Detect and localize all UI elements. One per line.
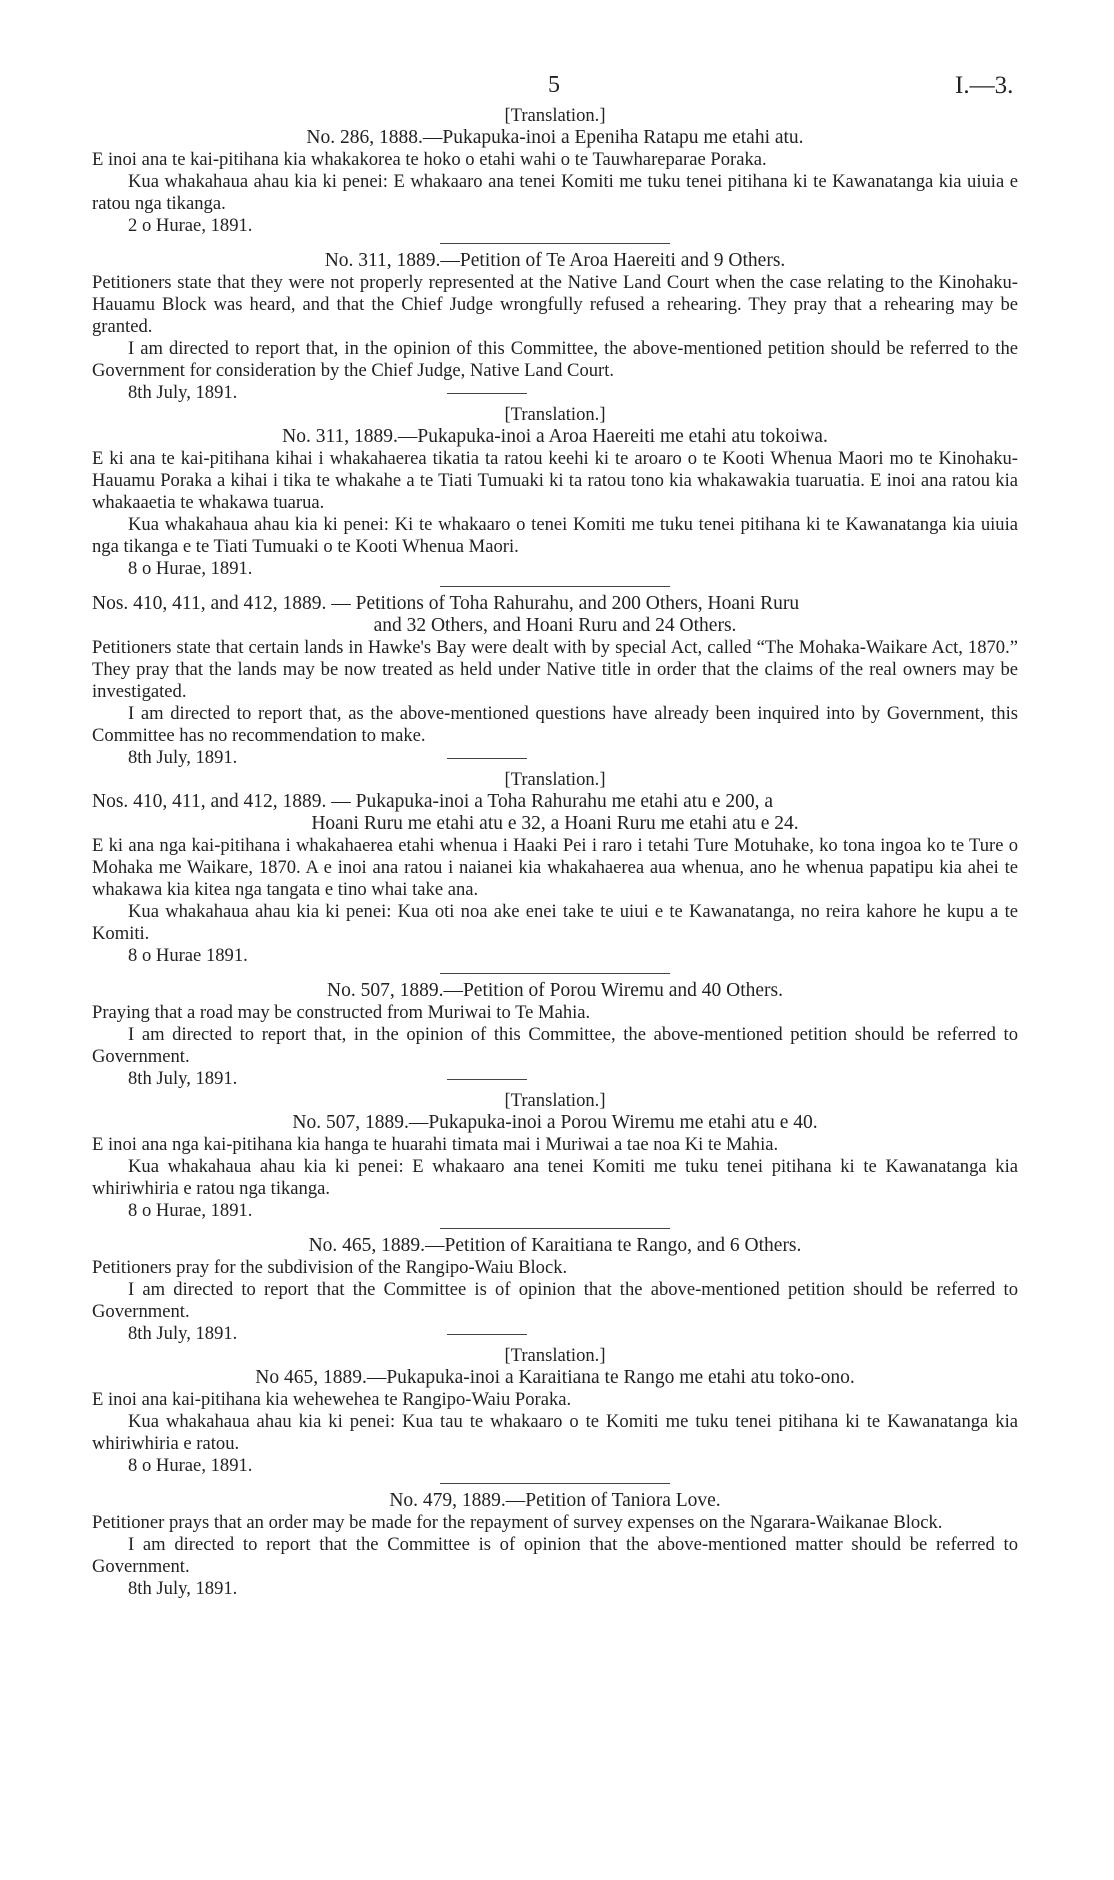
page-number: 5 [548,72,560,98]
document-reference: I.—3. [955,72,1014,99]
petition-title: No. 479, 1889.—Petition of Taniora Love. [389,1490,721,1511]
petition-date: 8th July, 1891. [128,747,238,768]
section-divider [440,243,670,244]
petition-paragraph: I am directed to report that, in the opinion of this Committee, the above-mentioned petition should be referred to the Government for consideration by the Chief Judge, Native Land Court. [92,338,1018,381]
petition-date: 8th July, 1891. [128,1068,238,1089]
petition-title: No. 286, 1888.—Pukapuka-inoi a Epeniha Ratapu me etahi atu. [306,127,804,148]
section-divider [440,586,670,587]
petition-paragraph: Kua whakahaua ahau kia ki penei: Kua oti noa ake enei take te uiui e te Kawanatanga, no reira kahore he kupu a te Komiti. [92,901,1018,944]
petition-title: No. 311, 1889.—Pukapuka-inoi a Aroa Haereiti me etahi atu tokoiwa. [282,426,828,447]
petition-paragraph: I am directed to report that the Committee is of opinion that the above-mentioned matter should be referred to Government. [92,1534,1018,1577]
petition-paragraph: I am directed to report that, as the above-mentioned questions have already been inquired into by Government, this Committee has no recommendation to make. [92,703,1018,746]
petition-date: 8 o Hurae, 1891. [128,1200,253,1221]
petition-paragraph: I am directed to report that the Committee is of opinion that the above-mentioned petition should be referred to Government. [92,1279,1018,1322]
petition-paragraph: Praying that a road may be constructed from Muriwai to Te Mahia. [92,1002,591,1023]
petition-date: 8th July, 1891. [128,1323,238,1344]
petition-paragraph: E inoi ana te kai-pitihana kia whakakorea te hoko o etahi wahi o te Tauwhareparae Poraka. [92,149,767,170]
petition-paragraph: I am directed to report that, in the opinion of this Committee, the above-mentioned petition should be referred to Government. [92,1024,1018,1067]
petition-paragraph: E ki ana nga kai-pitihana i whakahaerea etahi whenua i Haaki Pei i raro i tetahi Ture Motuhake, ko tona ingoa ko te Ture o Mohaka me Waikare, 1870. A e inoi ana ratou i naianei kia whakahaerea aua whenua, ano he whenua papatipu kia ahei te whakawa kia kitea nga tangata e tino whai take ana. [92,835,1018,900]
section-divider [440,973,670,974]
section-divider [440,1483,670,1484]
petition-title: Nos. 410, 411, and 412, 1889. — Petitions of Toha Rahurahu, and 200 Others, Hoani Ruru [92,593,800,614]
petition-title: No. 311, 1889.—Petition of Te Aroa Haereiti and 9 Others. [324,250,786,271]
petition-title-continued: and 32 Others, and Hoani Ruru and 24 Others. [373,615,737,636]
petition-paragraph: Kua whakahaua ahau kia ki penei: Ki te whakaaro o tenei Komiti me tuku tenei pitihana ki te Kawanatanga kia uiuia nga tikanga e te Tiati Tumuaki o te Kooti Whenua Maori. [92,514,1018,557]
petition-paragraph: E ki ana te kai-pitihana kihai i whakahaerea tikatia ta ratou keehi ki te aroaro o te Kooti Whenua Maori mo te Kinohaku-Hauamu Poraka a kihai i tika te whakahe a te Tiati Tumuaki ki ta ratou tono kia whakawakia tuaruatia. E inoi ana ratou kia whakaaetia te whakawa tuarua. [92,448,1018,513]
petition-paragraph: Kua whakahaua ahau kia ki penei: E whakaaro ana tenei Komiti me tuku tenei pitihana ki te Kawanatanga kia uiuia e ratou nga tikanga. [92,171,1018,214]
petition-paragraph: Petitioners state that they were not properly represented at the Native Land Court when the case relating to the Kinohaku-Hauamu Block was heard, and that the Chief Judge wrongfully refused a rehearing. They pray that a rehearing may be granted. [92,272,1018,337]
petition-paragraph: Kua whakahaua ahau kia ki penei: Kua tau te whakaaro o te Komiti me tuku tenei pitihana ki te Kawanatanga kia whiriwhiria e ratou. [92,1411,1018,1454]
petition-title: No 465, 1889.—Pukapuka-inoi a Karaitiana te Rango me etahi atu toko-ono. [255,1367,855,1388]
petition-paragraph: E inoi ana kai-pitihana kia wehewehea te Rangipo-Waiu Poraka. [92,1389,572,1410]
section-divider [440,1228,670,1229]
petition-title: No. 507, 1889.—Pukapuka-inoi a Porou Wiremu me etahi atu e 40. [292,1112,818,1133]
translation-divider [447,1334,527,1335]
petition-date: 8 o Hurae, 1891. [128,1455,253,1476]
petition-date: 8th July, 1891. [128,1578,238,1599]
translation-divider [447,393,527,394]
petition-paragraph: E inoi ana nga kai-pitihana kia hanga te huarahi timata mai i Muriwai a tae noa Ki te Mahia. [92,1134,779,1155]
translation-divider [447,1079,527,1080]
petition-title: No. 465, 1889.—Petition of Karaitiana te Rango, and 6 Others. [308,1235,802,1256]
petition-paragraph: Petitioner prays that an order may be made for the repayment of survey expenses on the Ngarara-Waikanae Block. [92,1512,943,1533]
petition-paragraph: Kua whakahaua ahau kia ki penei: E whakaaro ana tenei Komiti me tuku tenei pitihana ki te Kawanatanga kia whiriwhiria e ratou nga tikanga. [92,1156,1018,1199]
translation-label: [Translation.] [504,404,606,425]
translation-label: [Translation.] [504,769,606,790]
petition-title: Nos. 410, 411, and 412, 1889. — Pukapuka-inoi a Toha Rahurahu me etahi atu e 200, a [92,791,774,812]
document-body [92,105,1018,1600]
petition-date: 8th July, 1891. [128,382,238,403]
translation-label: [Translation.] [504,1345,606,1366]
translation-label: [Translation.] [504,105,606,126]
petition-date: 8 o Hurae 1891. [128,945,248,966]
translation-divider [447,758,527,759]
petition-date: 2 o Hurae, 1891. [128,215,253,236]
petition-paragraph: Petitioners pray for the subdivision of the Rangipo-Waiu Block. [92,1257,568,1278]
petition-paragraph: Petitioners state that certain lands in Hawke's Bay were dealt with by special Act, called “The Mohaka-Waikare Act, 1870.” They pray that the lands may be now treated as held under Native title in order that the claims of the real owners may be investigated. [92,637,1018,702]
petition-title-continued: Hoani Ruru me etahi atu e 32, a Hoani Ruru me etahi atu e 24. [311,813,799,834]
petition-title: No. 507, 1889.—Petition of Porou Wiremu and 40 Others. [327,980,783,1001]
petition-date: 8 o Hurae, 1891. [128,558,253,579]
translation-label: [Translation.] [504,1090,606,1111]
